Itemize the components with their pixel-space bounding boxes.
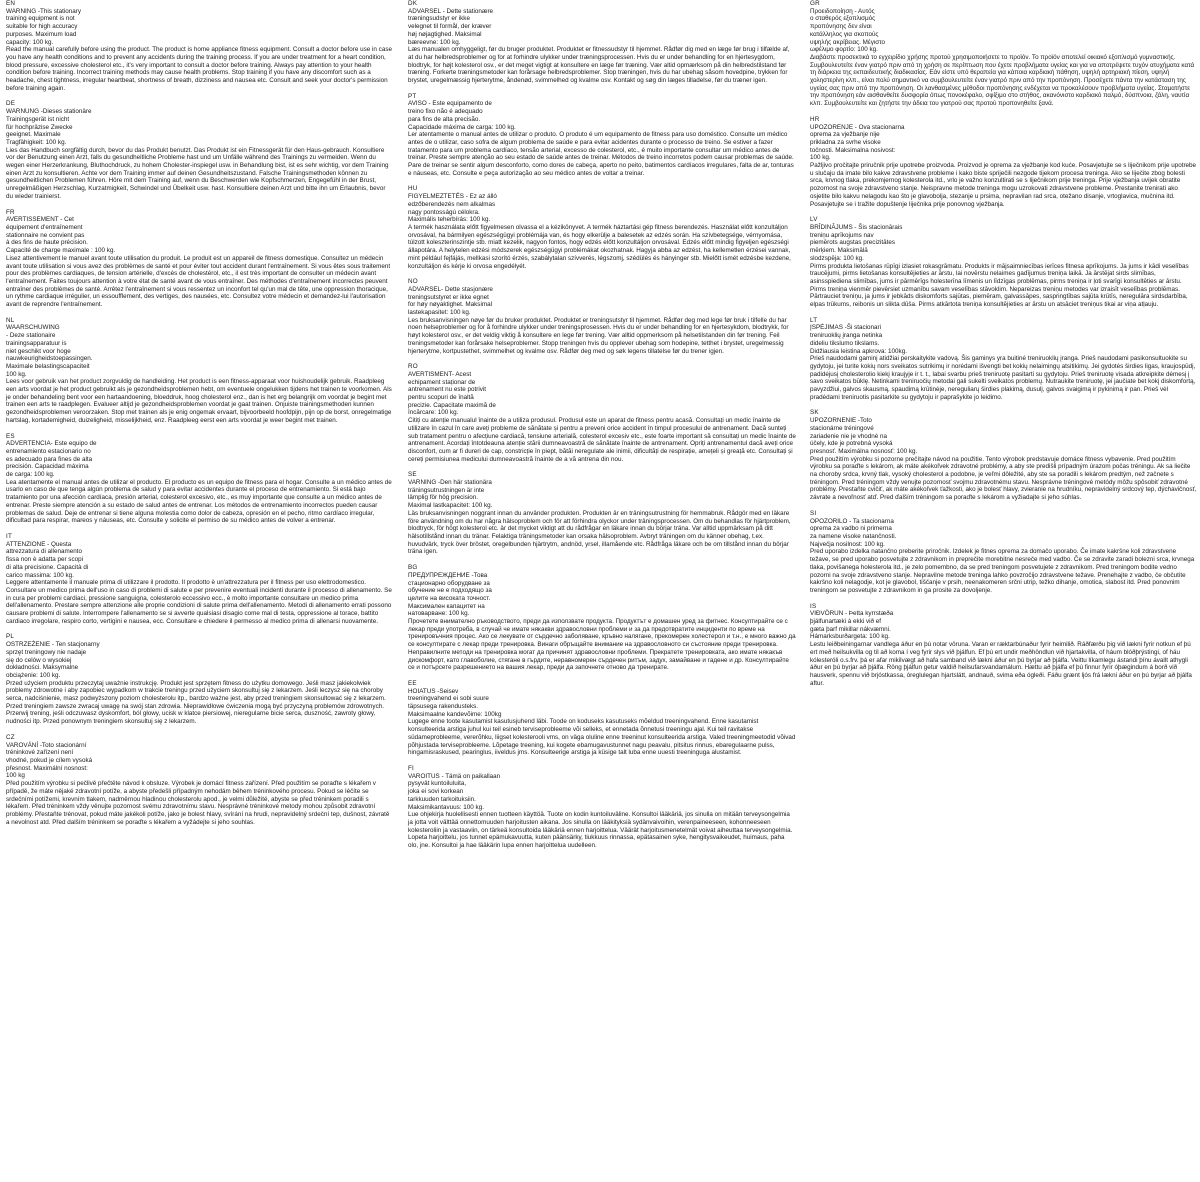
warning-text: BRĪDINĀJUMS - Šis stacionārais treniņu aprīkojums nav piemērots augstas precizitātes mērķiem. Maksimālā slodzspēja: 100 kg. (810, 223, 903, 262)
warning-text: WAARSCHUWING - Deze stationaire trainingsapparatuur is niet geschikt voor hoge nauwkeurigheidstoepassingen. Maximale belastingscapaciteit 100 kg. (6, 324, 93, 378)
warning-text: WARNUNG -Dieses stationäre Trainingsgerät ist nicht für hochpräzise Zwecke geeignet. Maximale Tragfähigkeit: 100 kg. (6, 108, 92, 146)
instructions-text: Pred uporabo izdelka natančno preberite priročnik. Izdelek je fitnes oprema za domačo uporabo. Če imate kakršne koli zdravstvene težave, se pred uporabo posvetujte z zdravnikom in preprečite morebitne nesreče med vadbo. Če se zdravite zaradi bolezni srca, krvnega tlaka, povišanega holesterola itd., je zelo pomembno, da se pred treningom posvetujete z zdravnikom. Pred treningom bodite vedno pozorni na svoje zdravstveno stanje. Nepravilne metode treninga lahko povzročijo zdravstvene težave. Prenehajte z vadbo, če občutite kakršno koli nelagodje, kot je glavobol, tiščanje v prsih, neenakomeren srčni utrip, težko dihanje, omotica, slabost itd. Pred ponovnim treningom se posvetujte z zdravnikom in ga prosite za dovoljenje. (810, 548, 1195, 594)
instructions-text: Прочетете внимателно ръководството, преди да използвате продукта. Продуктът е домашен уред за фитнес. Консултирайте се с лекар преди употреба, в случай че имате някакви здравословни проблеми и за да предотвратите инциденти по време на тренировъчния процес. Ако се лекувате от сърдечно заболяване, кръвно налягане, прекомерен холестерол и т.н., е много важно да се консултирате с лекар преди тренировка. Винаги обръщайте внимание на здравословното си състояние преди тренировка. Неправилните методи на тренировка могат да причинят здравословни проблеми. Прекратете тренировката, ако имате някакъв дискомфорт, като главоболие, стягане в гърдите, неравномерен сърдечен ритъм, задух, замайване и гадене и др. Консултирайте се и потърсете разрешението на вашия лекар, преди да започнете отново да тренирате. (408, 618, 796, 672)
language-section-lv (810, 216, 1198, 308)
warning-text: OSTRZEŻENIE - Ten stacjonarny sprzęt treningowy nie nadaje się do celów o wysokiej dokładności. Maksymalne obciążenie: 100 kg. (6, 641, 100, 679)
warning-text: VIÐVÖRUN - Þetta kyrrstæða þjálfunartæki á ekki við ef gæta þarf mikillar nákvæmni. Hámarksburðargeta: 100 kg. (810, 610, 894, 641)
warning-text: VAROITUS - Tämä on paikallaan pysyvät kuntoiluluita, joka ei sovi korkean tarkkuuden tarkoituksiin. Maksimikantavuus: 100 kg. (408, 772, 501, 811)
language-section-gr (810, 0, 1198, 108)
language-section-sk (810, 409, 1198, 501)
instructions-text: Prieš naudodami gaminį atidžiai perskaitykite vadovą. Šis gaminys yra buitinė treniruoklių įranga. Prieš naudodami pasikonsultuokite su gydytoju, jei turite kokių nors sveikatos sutrikimų ir norėdami išvengti bet kokių nelaimingų atsitikimų. Jei gydotės širdies ligas, kraujospūdį, padidėjusį cholesterolio kiekį kraujyje ir t. t., labai svarbu prieš treniruotę pasitarti su gydytoju. Prieš treniruotę visada atkreipkite dėmesį į savo sveikatos būklę. Netinkami treniruočių metodai gali sukelti sveikatos problemų. Nutraukite treniruotę, jei jaučiate bet kokį diskomfortą, pavyzdžiui, galvos skausmą, spaudimą krūtinėje, nereguliarų širdies plakimą, dusulį, galvos svaigimą ir pykinimą ir pan. Prieš vėl pradėdami treniruotis pasitarkite su gydytoju ir paprašykite jo leidimo. (810, 355, 1196, 401)
warning-text: WARNING -This stationary training equipment is not suitable for high accuracy purposes. Maximum load capacity: 100 kg. (6, 7, 81, 46)
warning-text: ADVARSEL- Dette stasjonære treningsutstyret er ikke egnet for høy nøyaktighet. Maksimal lastekapasitet: 100 kg. (408, 285, 493, 317)
warning-text: OPOZORILO - Ta stacionarna oprema za vadbo ni primerna za namene visoke natančnosti. Največja nosilnost: 100 kg. (810, 517, 897, 548)
instructions-text: Pažljivo pročitajte priručnik prije upotrebe proizvoda. Proizvod je oprema za vježbanje kod kuće. Posavjetujte se s liječnikom prije upotrebe u slučaju da imate bilo kakve zdravstvene probleme i kako biste spriječili nezgode tijekom procesa treninga. Ako se liječite zbog bolesti srca, krvnog tlaka, prekomjernog kolesterola itd., vrlo je važno konzultirati se s liječnikom prije treninga. Prije vježbanja uvijek obratite pozornost na svoje zdravstveno stanje. Neispravne metode treninga mogu uzrokovati zdravstvene probleme. Prestanite trenirati ako osjetite bilo kakvu nelagodu kao što je glavobolja, stezanje u prsima, nepravilan rad srca, otežano disanje, vrtoglavica, mučnina itd. Posavjetujte se i tražite dopuštenje liječnika prije ponovnog vježbanja. (810, 162, 1197, 208)
language-section-nl (6, 317, 394, 425)
warning-text: UPOZORNENIE -Toto stacionárne tréningové zariadenie nie je vhodné na účely, kde je potrebná vysoká presnosť. Maximálna nosnosť: 100 kg. (810, 417, 918, 455)
language-code: PL (6, 633, 15, 641)
warning-text: ADVERTENCIA- Este equipo de entrenamiento estacionario no es adecuado para fines de alta precisión. Capacidad máxima de carga: 100 kg. (6, 440, 97, 479)
instructions-text: Pirms produkta lietošanas rūpīgi izlasiet rokasgrāmatu. Produkts ir mājsaimniecības ierīces fitnesa aprīkojums. Ja jums ir kādi veselības traucējumi, pirms lietošanas konsultējieties ar ārstu, lai novērstu nelaimes gadījumus treniņa laikā. Ja ārstējat sirds slimības, asinsspiediena slimības, jums ir pārmērīgs holesterīna līmenis un līdzīgas problēmas, pirms treniņa ir ļoti svarīgi konsultēties ar ārstu. Pirms treniņa vienmēr pievērsiet uzmanību savam veselības stāvoklim. Nepareizas treniņu metodes var izraisīt veselības problēmas. Pārtrauciet treniņu, ja jums ir jebkāds diskomforts sajūtas, piemēram, galvassāpes, saspringtības sajūta krūtīs, neregulāra sirdsdarbība, elpas trūkums, reibonis un slikta dūša. Pirms atkārtota treniņa konsultējieties ar ārstu un atsāciet treniņus tikai ar viņa atļauju. (810, 262, 1189, 309)
instructions-text: Lisez attentivement le manuel avant toute utilisation du produit. Le produit est un appareil de fitness domestique. Consultez un médecin avant toute utilisation si vous avez des problèmes de santé et pour éviter tout accident durant l'entraînement. Si vous êtes sous traitement pour des problèmes cardiaques, de tension artérielle, d'excès de cholestérol, etc., il est très important de consulter un médecin avant l'entraînement. Faites toujours attention à votre état de santé avant de vous entraîner. Des méthodes d'entraînement incorrectes peuvent entraîner des problèmes de santé. Arrêtez l'entraînement si vous ressentez un inconfort tel qu'un mal de tête, une oppression thoracique, un rythme cardiaque irrégulier, un essoufflement, des vertiges, des nausées, etc. Consultez votre médecin et demandez-lui l'autorisation avant de reprendre l'entraînement. (6, 254, 391, 309)
language-column-3 (810, 0, 1198, 695)
language-code: IT (6, 533, 12, 540)
language-code: NO (408, 278, 418, 286)
warning-text: ADVARSEL - Dette stationære træningsudstyr er ikke velegnet til formål, der kræver høj nøjagtighed. Maksimal bæreevne: 100 kg. (408, 7, 494, 46)
instructions-text: Διαβάστε προσεκτικά το εγχειρίδιο χρήσης προτού χρησιμοποιήσετε το προϊόν. Το προϊόν αποτελεί οικιακό εξοπλισμό γυμναστικής. Συμβουλευτείτε έναν γιατρό πριν από τη χρήση σε περίπτωση που έχετε προβλήματα υγείας και για να αποτρέψετε τυχόν ατυχήματα κατά τη διάρκεια της εκπαιδευτικής διαδικασίας. Εάν είστε υπό θεραπεία για κάποια καρδιακή πάθηση, υψηλή αρτηριακή πίεση, υψηλή χοληστερίνη κλπ., είναι πολύ σημαντικό να συμβουλευτείτε έναν γιατρό πριν από την προπόνηση. Προσέχετε πάντα την κατάσταση της υγείας σας πριν από την προπόνηση. Οι λανθασμένες μέθοδοι προπόνησης ενδέχεται να προκαλέσουν προβλήματα υγείας. Σταματήστε την προπόνηση εάν αισθανθείτε δυσφορία όπως πονοκέφαλο, σφίξιμο στο στήθος, ακανόνιστο καρδιακό παλμό, δύσπνοια, ζάλη, ναυτία κλπ. Συμβουλευτείτε και ζητήστε την άδεια του γιατρού σας προτού προπονηθείτε ξανά. (810, 53, 1195, 108)
language-section-ro (408, 363, 796, 463)
language-code: EN (6, 0, 16, 7)
instructions-text: Lestu leiðbeiningarnar vandlega áður en þú notar vöruna. Varan er ræktarbúnaður fyrir heimilið. Ráðfærðu þig við lækni fyrir notkun ef þú ert með heilsukvilla og til að koma í veg fyrir slys við þjálfun. Ef þú ert undir meðhöndlun við hjartakvilla, of háum blóðþrýstingi, of háu kólesteróli o.s.frv. þá er afar mikilvægt að hafa samband við lækni áður en þú byrjar að þjálfa. Veittu líkamlegu ástandi þínu ávallt athygli áður en þú byrjar að þjálfa. Röng þjálfun getur valdið heilsufarsvandamálum. Hættu að þjálfa ef þú finnur fyrir óþægindum á borð við hausverk, spennu við brjóstkassa, óreglulegan hjartslátt, andnauð, svima eða ógleði. Fáðu grænt ljós frá lækni áður en þú byrjar að þjálfa aftur. (810, 641, 1192, 687)
warning-text: ĮSPĖJIMAS -Ši stacionari treniruoklių įranga netinka dideliu tikslumo tikslams. Didžiausia leistina apkrova: 100kg. (810, 324, 907, 355)
language-section-fr (6, 209, 394, 309)
language-code: FR (6, 208, 15, 216)
language-code: SI (810, 509, 817, 517)
instructions-text: Leggere attentamente il manuale prima di utilizzare il prodotto. Il prodotto è un'attrezzatura per il fitness per uso elettrodomestico. Consultare un medico prima dell'uso in caso di problemi di salute e per prevenire eventuali incidenti durante il processo di allenamento. Se in cura per problemi cardiaci, pressione sanguigna, colesterolo eccessivo ecc., è molto importante consultare un medico prima dell'allenamento. Prestare sempre attenzione alle proprie condizioni di salute prima dell'allenamento. Metodi di allenamento errati possono causare problemi di salute. Interrompere l'allenamento se si avverte qualsiasi disagio come mal di testa, oppressione al torace, battito cardiaco irregolare, respiro corto, vertigini e nausea, ecc. Consultare e chiedere il permesso al medico prima di allenarsi nuovamente. (6, 579, 392, 625)
instructions-text: Pred použitím výrobku si pozorne prečítajte návod na použitie. Tento výrobok predstavuje domáce fitness vybavenie. Pred použitím výrobku sa poraďte s lekárom, ak máte akékoľvek zdravotné problémy, a aby ste predišli prípadným úrazom počas tréningu. Ak sa liečite na choroby srdca, krvný tlak, vysoký cholesterol a podobne, je veľmi dôležité, aby ste sa poradili s lekárom predtým, než začnete s tréningom. Pred tréningom vždy venujte pozornosť svojmu zdravotnému stavu. Nesprávne tréningové metódy môžu spôsobiť zdravotné problémy. Prestaňte cvičiť, ak máte akékoľvek ťažkosti, ako je bolesť hlavy, zvieranie na hrudníku, nepravidelný srdcový tep, dýchavičnosť, závrate a nevoľnosť atď. Pred ďalším tréningom sa poraďte s lekárom a vyžiadajte si jeho súhlas. (810, 455, 1197, 502)
language-section-pl (6, 633, 394, 725)
language-section-dk (408, 0, 796, 85)
language-code: EE (408, 679, 417, 687)
warning-text: ATTENZIONE - Questa attrezzatura di allenamento fissa non è adatta per scopi di alta precisione. Capacità di carico massima: 100 kg. (6, 540, 89, 579)
instructions-text: Lue ohjekirja huolellisesti ennen tuotteen käyttöä. Tuote on kodin kuntoiluväline. Konsultoi lääkäriä, jos sinulla on mitään terveysongelmia ja jotta voit välttää onnettomuuden harjoitusten aikana. Jos sinulla on lääkityksiä sydänvaivoihin, verenpaineeseen, kohonneeseen kolesteroliin ja vastaaviin, on tärkeä konsultoida lääkäriä ennen harjoittelua. Väärät harjoitusmenetelmät voivat aiheuttaa terveysongelmia. Lopeta harjoittelu, jos tunnet epämukavuutta, kuten päänsärky, tiukkuus rinnassa, epätasainen syke, hengitysvaikeudet, huimaus, paha olo, jne. Konsultoi ja hae lääkärin lupa ennen harjoittelua uudelleen. (408, 811, 793, 850)
language-section-fi (408, 765, 796, 850)
language-code: IS (810, 602, 817, 610)
language-section-lt (810, 317, 1198, 402)
language-code: RO (408, 363, 418, 371)
language-section-no (408, 278, 796, 355)
instructions-text: Read the manual carefully before using the product. The product is home appliance fitness equipment. Consult a doctor before use in case you have any health conditions and to prevent any accidents during the training process. If you are under treatment for a heart condition, blood pressure, excessive cholesterol etc., it's very important to consult a doctor before training. Always pay attention to your health condition before training. Incorrect training methods may cause health problems. Stop training if you have any discomfort such as a headache, chest tightness, irregular heartbeat, shortness of breath, dizziness and nausea etc. Consult and seek your doctor's permission before training again. (6, 46, 392, 92)
language-column-1 (6, 0, 394, 834)
language-code: LT (810, 316, 818, 324)
language-code: SK (810, 409, 819, 417)
language-code: ES (6, 432, 15, 440)
warning-text: UPOZORENJE - Ova stacionarna oprema za vježbanje nije prikladna za svrhe visoke točnosti. Maksimalna nosivost: 100 kg. (810, 123, 905, 162)
language-code: FI (408, 764, 414, 772)
instructions-text: Lees voor gebruik van het product zorgvuldig de handleiding. Het product is een fitness-apparaat voor huishoudelijk gebruik. Raadpleeg een arts voordat je het product gebruikt als je gezondheidsproblemen hebt, om eventuele ongelukken tijdens het trainen te voorkomen. Als je onder behandeling bent voor een hartaandoening, bloeddruk, hoog cholesterol enz., dan is het erg belangrijk om voordat je begint met trainen een arts te raadplegen. Evalueer altijd je gezondheidsproblemen voordat je gaat trainen. Onjuiste trainingsmethoden kunnen gezondheidsproblemen veroorzaken. Stop met trainen als je enig ongemak ervaart, bijvoorbeeld hoofdpijn, pijn op de borst, onregelmatige hartslag, kortademigheid, duizeligheid, misselijkheid, enz. Raadpleeg eerst een arts voordat je weer begint met trainen. (6, 378, 392, 424)
language-section-hu (408, 185, 796, 270)
language-code: SE (408, 471, 417, 479)
language-section-pt (408, 93, 796, 178)
warning-text: VAROVÁNÍ -Toto stacionární tréninkové zařízení není vhodné, pokud je cílem vysoká přesnost. Maximální nosnost: 100 kg (6, 741, 93, 780)
warning-text: ПРЕДУПРЕЖДЕНИЕ -Това стационарно оборудване за обучение не е подходящо за целите на високата точност. Максимален капацитет на натоварване: 100 kg. (408, 571, 492, 618)
warning-text: HOIATUS -Seisev treeningvahend ei sobi suure täpsusega rakendusteks. Maksimaalne kandevõime: 100kg (408, 687, 502, 718)
instructions-text: Lea atentamente el manual antes de utilizar el producto. El producto es un equipo de fitness para el hogar. Consulte a un médico antes de usarlo en caso de que tenga algún problema de salud y para evitar accidentes durante el proceso de entrenamiento. Si está bajo tratamiento por una afección cardíaca, presión arterial, colesterol excesivo, etc., es muy importante que consulte a un médico antes de entrenar. Preste siempre atención a su estado de salud antes de entrenar. Los métodos de entrenamiento incorrectos pueden causar problemas de salud. Deje de entrenar si tiene alguna molestia como dolor de cabeza, opresión en el pecho, ritmo cardíaco irregular, dificultad para respirar, mareos y náuseas, etc. Consulte y solicite el permiso de su médico antes de volver a entrenar. (6, 478, 392, 525)
language-code: CZ (6, 733, 15, 741)
instructions-text: Przed użyciem produktu przeczytaj uważnie instrukcję. Produkt jest sprzętem fitness do użytku domowego. Jeśli masz jakiekolwiek problemy zdrowotne i aby zapobiec wypadkom w trakcie treningu przed użyciem skonsultuj się z lekarzem. Jeśli leczysz się na choroby serca, nadciśnienie, masz podwyższony poziom cholesterolu itp., bardzo ważne jest, aby przed treningiem skonsultować się z lekarzem. Przed treningiem zawsze zwracaj uwagę na swój stan zdrowia. Nieprawidłowe ćwiczenia mogą być przyczyną problemów zdrowotnych. Przerwij trening, jeśli odczuwasz dyskomfort, ból głowy, ucisk w klatce piersiowej, nieregularne bicie serca, duszność, zawroty głowy, nudności itp. Przed ponownym treningiem skonsultuj się z lekarzem. (6, 679, 386, 726)
warning-text: VARNING -Den här stationära träningsutrustningen är inte lämplig för hög precision. Maximal lastkapacitet: 100 kg. (408, 479, 493, 510)
language-section-se (408, 471, 796, 556)
instructions-text: Ler atentamente o manual antes de utilizar o produto. O produto é um equipamento de fitness para uso doméstico. Consulte um médico antes de o utilizar, caso sofra de algum problema de saúde e para evitar acidentes durante o processo de treino. Se estiver a fazer tratamento para um problema cardíaco, tensão arterial, excesso de colesterol, etc., é muito importante consultar um médico antes de treinar. Preste sempre atenção ao seu estado de saúde antes de treinar. Métodos de treino incorretos podem causar problemas de saúde. Pare de treinar se sentir algum desconforto, como dores de cabeça, aperto no peito, batimentos cardíacos irregulares, falta de ar, tonturas e náuseas, etc. Consulte e peça autorização ao seu médico antes de voltar a treinar. (408, 131, 794, 177)
language-code: PT (408, 92, 417, 100)
instructions-text: Les bruksanvisningen nøye før du bruker produktet. Produktet er treningsutstyr til hjemmet. Rådfør deg med lege før bruk i tilfelle du har noen helseproblemer og for å forhindre ulykker under treningsprosessen. Hvis du er under behandling for en hjertesykdom, blodtrykk, for høyt kolesterol osv., er det veldig viktig å konsultere en lege før trening. Vær alltid oppmerksom på helsetilstanden din før trening. Feil treningsmetoder kan forårsake helseproblemer. Stopp treningen hvis du opplever ubehag som hodepine, tetthet i brystet, uregelmessig hjerterytme, kortpustethet, svimmelhet og kvalme osv. Rådfør deg med og søk legens tillatelse før du trener igjen. (408, 316, 789, 355)
language-column-2 (408, 0, 796, 858)
language-code: DE (6, 100, 16, 108)
language-section-hr (810, 116, 1198, 208)
language-section-de (6, 100, 394, 200)
language-code: GR (810, 0, 820, 7)
language-code: LV (810, 216, 818, 224)
instructions-text: Před použitím výrobku si pečlivě přečtěte návod k obsluze. Výrobek je domácí fitness zařízení. Před použitím se poraďte s lékařem v případě, že máte nějaké zdravotní potíže, a abyste předešli případným nehodám během tréninkového procesu. Pokud se léčíte se srdečními potížemi, krevním tlakem, nadměrnou hladinou cholesterolu apod., je velmi důležité, abyste se před tréninkem poradili s lékařem. Před tréninkem vždy věnujte pozornost svému zdravotnímu stavu. Nesprávné tréninkové metody mohou způsobit zdravotní problémy. Přestaňte trénovat, pokud máte jakékoli potíže, jako je bolest hlavy, svírání na hrudi, nepravidelný srdeční tep, dušnost, závratě a nevolnost atd. Před dalším tréninkem se poraďte s lékařem a vyžádejte si jeho souhlas. (6, 780, 390, 826)
language-section-cz (6, 734, 394, 826)
warning-text: FIGYELMEZTETÉS - Ez az álló edzőberendezés nem alkalmas nagy pontosságú célokra. Maximális teherbírás: 100 kg. (408, 193, 497, 224)
language-code: HR (810, 115, 820, 123)
instructions-text: Lugege enne toote kasutamist kasutusjuhend läbi. Toode on koduseks kasutuseks mõeldud treeningvahend. Enne kasutamist konsulteerida arstiga juhul kui teil esineb terviseprobleeme või selleks, et ennetada õnnetusi treeningu ajal. Kui teil ravitakse südameprobleeme, vererõhku, liigset kolesterooli vms, on väga oluline enne treeninut konsulteerida arstiga. Valed treeningmeetodid võivad põhjustada terviseprobleeme. Lõpetage treening, kui kogete ebamugavustunnet nagu peavalu, pitsitus rinnus, ebaregulaarne pulss, hingamisraskused, pearinglus, iiveldus jms. Konsulteerige arstiga ja küsige talt luba enne uuesti treeninguga alustamist. (408, 718, 796, 757)
instructions-text: Lies das Handbuch sorgfältig durch, bevor du das Produkt benutzt. Das Produkt ist ein Fitnessgerät für den Haus-gebrauch. Konsultiere vor der Benutzung einen Arzt, falls du gesundheitliche Probleme hast und um Unfälle während des Trainings zu vermeiden. Wenn du wegen einer Herzerkrankung, Bluthochdruck, zu hohem Cholester-inspiegel usw. in Behandlung bist, ist es sehr wichtig, vor dem Training einen Arzt zu konsultieren. Achte vor dem Training immer auf deinen Gesundheitszustand. Falsche Trainingsmethoden können zu gesundheitlichen Problemen führen. Höre mit dem Training auf, wenn du Beschwerden wie Kopfschmerzen, Engegefühl in der Brust, unregelmäßigen Herzschlag, Kurzatmigkeit, Schwindel und Übelkeit usw. hast. Konsultiere deinen Arzt und bitte ihn um Erlaubnis, bevor du wieder trainierst. (6, 146, 389, 200)
language-section-ee (408, 680, 796, 757)
warning-text: Προειδοποίηση - Αυτός ο σταθερός εξοπλισμός προπόνησης δεν είναι κατάλληλος για σκοπούς υψηλής ακρίβειας. Μέγιστο ωφέλιμο φορτίο: 100 kg. (810, 7, 886, 54)
language-section-es (6, 433, 394, 525)
warning-text: AVERTISMENT- Acest echipament staționar de antrenament nu este potrivit pentru scopuri de înaltă precizie. Capacitate maximă de încărcare: 100 kg. (408, 370, 496, 417)
language-code: BG (408, 564, 418, 572)
warning-text: AVISO - Este equipamento de treino fixo não é adequado para fins de alta precisão. Capacidade máxima de carga: 100 kg. (408, 100, 516, 131)
language-section-bg (408, 564, 796, 672)
warning-text: AVERTISSEMENT - Cet équipement d'entraînement stationnaire ne convient pas à des fins de haute précision. Capacité de charge maximale : 100 kg. (6, 216, 116, 255)
language-section-en (6, 0, 394, 92)
language-section-it (6, 533, 394, 625)
instructions-text: Læs manualen omhyggeligt, før du bruger produktet. Produktet er fitnessudstyr til hjemmet. Rådfør dig med en læge før brug i tilfælde af, at du har helbredsproblemer og for at forhindre ulykker under træningsprocessen. Hvis du er under behandling for en hjertesygdom, blodtryk, for højt kolesterol osv., er det meget vigtigt at konsultere en læge før træning. Vær altid opmærksom på din helbredstilstand før træning. Forkerte træningsmetoder kan forårsage helbredsproblemer. Stop træningen, hvis du har ubehag såsom hovedpine, trykken for brystet, uregelmæssig hjerterytme, åndenød, svimmelhed og kvalme osv. Kontakt og søg din læges tilladelse, før du træner igen. (408, 46, 790, 85)
language-code: HU (408, 185, 418, 193)
instructions-text: A termék használata előtt figyelmesen olvassa el a kézikönyvet. A termék háztartási gép fitness berendezés. Használat előtt konzultáljon orvosával, ha bármilyen egészségügyi problémája van, és hogy elkerülje a balesetek az edzés során. Ha szívbetegsége, vérnyomása, túlzott koleszterinszintje stb. miatt kezelik, nagyon fontos, hogy edzés előtt konzultáljon orvosával. Edzés előtt mindig figyeljen egészségi állapotára. A helytelen edzési módszerek egészségügyi problémákat okozhatnak. Hagyja abba az edzést, ha kellemetlen érzései vannak, mint például fejfájás, mellkasi szorító érzés, szabálytalan szívverés, légszomj, szédülés és hányinger stb. Mielőtt ismét edzésbe kezdene, konzultáljon és kérje ki orvosa engedélyét. (408, 223, 791, 270)
language-code: DK (408, 0, 418, 7)
instructions-text: Citiți cu atenție manualul înainte de a utiliza produsul. Produsul este un aparat de fitness pentru acasă. Consultați un medic înainte de utilizare în cazul în care aveți probleme de sănătate și pentru a preveni orice accident în timpul procesului de antrenament. Dacă sunteți sub tratament pentru o afecțiune cardiacă, tensiune arterială, colesterol excesiv etc., este foarte important să consultați un medic înainte de antrenament. Acordați întotdeauna atenție stării dumneavoastră de sănătate înainte de antrenament. Opriți antrenamentul dacă aveți orice disconfort, cum ar fi dureri de cap, constricție în piept, bătăi neregulate ale inimii, dificultăți de respirație, amețeli și greață etc. Consultați și cereți permisiunea medicului dumneavoastră înainte de a vă antrena din nou. (408, 417, 796, 463)
language-code: NL (6, 316, 15, 324)
instructions-text: Läs bruksanvisningen noggrant innan du använder produkten. Produkten är en träningsutrustning för hemmabruk. Rådgör med en läkare före användning om du har några hälsoproblem och för att förhindra olyckor under träningsprocessen. Om du behandlas för hjärtproblem, blodtryck, för högt kolesterol etc. är det mycket viktigt att du rådfrågar en läkare innan du börjar träna. Var alltid uppmärksam på ditt hälsotillstånd innan du tränar. Felaktiga träningsmetoder kan orsaka hälsoproblem. Avbryt träningen om du känner obehag, t.ex. huvudvärk, tryck över bröstet, oregelbunden hjärtrytm, andnöd, yrsel, illamående etc. Rådfråga läkare och be om tillstånd innan du börjar träna igen. (408, 509, 791, 556)
language-section-is (810, 603, 1198, 688)
language-section-si (810, 510, 1198, 595)
